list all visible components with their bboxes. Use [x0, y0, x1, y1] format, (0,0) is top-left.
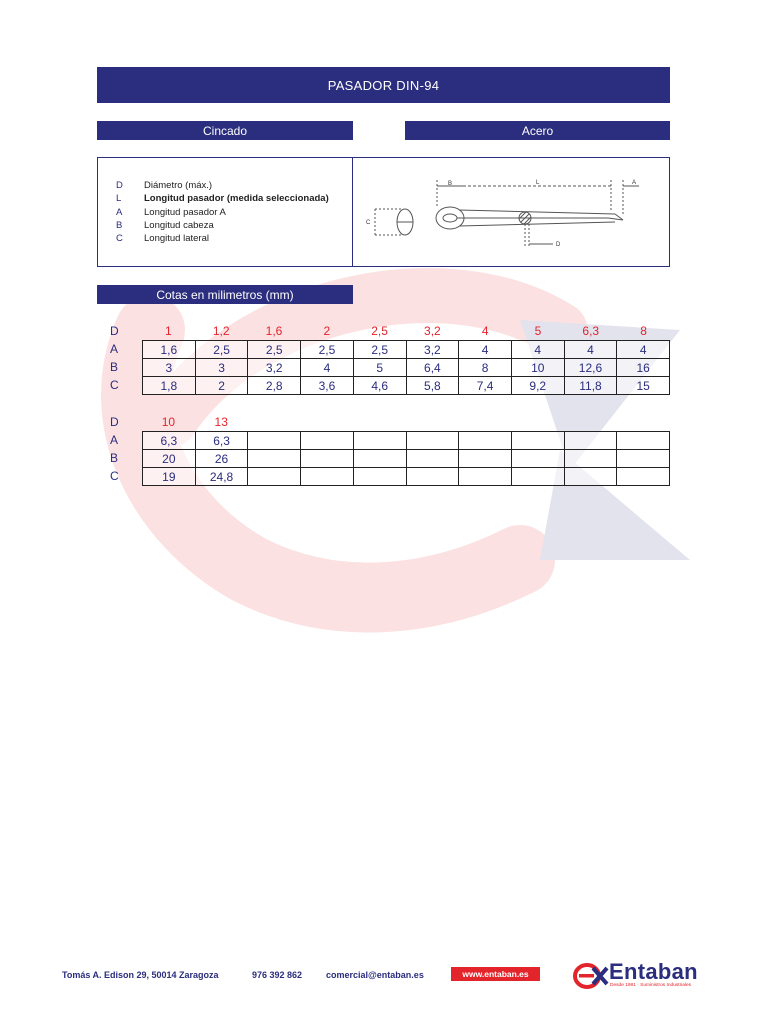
table-cell: [459, 468, 512, 486]
legend-key: C: [116, 233, 123, 245]
table-cell: 3: [196, 359, 249, 377]
table-cell: 5: [534, 324, 542, 338]
dim-label-l: L: [536, 180, 540, 186]
legend-row: [116, 179, 352, 192]
table-cell: [565, 468, 618, 486]
row-label: A: [110, 433, 119, 447]
table-cell: [564, 413, 617, 431]
table-cell: 6,3: [582, 324, 600, 338]
legend-row: [116, 206, 352, 219]
cotter-pin-diagram: [353, 158, 669, 266]
row-label: D: [110, 324, 119, 338]
dimensions-grid-2: [142, 431, 670, 486]
legend-text: Longitud pasador (medida seleccionada): [144, 193, 329, 205]
table-row-b: [143, 450, 670, 468]
table-cell: 3,2: [424, 324, 441, 338]
table-cell: [459, 450, 512, 468]
table-cell: 2,5: [301, 341, 354, 359]
table-cell: 6,3: [143, 432, 196, 450]
dimensions-table-1: [110, 322, 670, 395]
legend-text: Longitud pasador A: [144, 206, 226, 218]
entaban-logo: [573, 958, 713, 994]
table-cell: [301, 450, 354, 468]
row-label: D: [110, 415, 119, 429]
row-label: B: [110, 451, 119, 465]
row-label: C: [110, 378, 119, 392]
table-cell: 2: [196, 377, 249, 395]
table-cell: 4: [512, 341, 565, 359]
table-cell: [354, 450, 407, 468]
dim-label-c: C: [366, 220, 371, 226]
brand-name: Entaban: [609, 959, 698, 984]
table-row-a: [143, 341, 670, 359]
table-cell: 16: [617, 359, 670, 377]
table-row-a: [143, 432, 670, 450]
cotter-pin-drawing: [353, 158, 669, 266]
finish-label-cincado: Cincado: [97, 121, 353, 140]
legend-key: D: [116, 180, 123, 192]
legend-row: [116, 192, 352, 205]
table-cell: 15: [617, 377, 670, 395]
table-cell: 3: [143, 359, 196, 377]
table-cell: [354, 432, 407, 450]
table-row-d: [110, 322, 670, 340]
footer-address: Tomás A. Edison 29, 50014 Zaragoza: [62, 970, 219, 980]
table-cell: 4: [301, 359, 354, 377]
table-cell: [617, 468, 670, 486]
row-label: C: [110, 469, 119, 483]
table-cell: 1,6: [265, 324, 283, 338]
table-cell: 3,2: [248, 359, 301, 377]
table-cell: [617, 413, 670, 431]
dimensions-section-title: Cotas en milimetros (mm): [97, 285, 353, 304]
table-row-d: [110, 413, 670, 431]
table-cell: 9,2: [512, 377, 565, 395]
footer-website-link[interactable]: www.entaban.es: [451, 967, 540, 981]
table-cell: 8: [640, 324, 647, 338]
table-cell: [248, 432, 301, 450]
table-cell: 5,8: [407, 377, 460, 395]
table-cell: [248, 413, 301, 431]
table-cell: [354, 468, 407, 486]
table-cell: [512, 413, 565, 431]
table-cell: [301, 468, 354, 486]
table-cell: [301, 432, 354, 450]
dim-label-b: B: [448, 181, 453, 187]
table-cell: [459, 413, 512, 431]
dimensions-grid-1: [142, 340, 670, 395]
row-label: B: [110, 360, 119, 374]
entaban-logo-icon: [573, 962, 609, 990]
table-cell: [512, 468, 565, 486]
table-cell: 1,8: [143, 377, 196, 395]
table-cell: 4: [565, 341, 618, 359]
table-cell: [565, 450, 618, 468]
table-cell: [300, 413, 353, 431]
legend-key: B: [116, 220, 123, 232]
table-cell: 2,8: [248, 377, 301, 395]
page-footer: [0, 958, 768, 998]
row-label: A: [110, 342, 119, 356]
table-cell: 10: [512, 359, 565, 377]
table-row-c: [143, 468, 670, 486]
table-cell: 2: [323, 324, 331, 338]
table-cell: 6,4: [407, 359, 460, 377]
table-cell: 8: [459, 359, 512, 377]
table-cell: 2,5: [371, 324, 388, 338]
footer-phone: 976 392 862: [252, 970, 303, 980]
table-cell: 26: [196, 450, 249, 468]
table-cell: 1: [165, 324, 172, 338]
legend-row: [116, 219, 352, 232]
table-cell: 4: [481, 324, 489, 338]
dimensions-table-2: [110, 413, 670, 486]
table-cell: [617, 450, 670, 468]
material-label-acero: Acero: [405, 121, 670, 140]
table-cell: [512, 432, 565, 450]
table-cell: 1,2: [212, 324, 230, 338]
table-cell: 2,5: [196, 341, 249, 359]
table-cell: 4,6: [354, 377, 407, 395]
table-row-b: [143, 359, 670, 377]
legend-text: Longitud cabeza: [144, 220, 214, 232]
footer-email[interactable]: comercial@entaban.es: [326, 970, 424, 980]
legend-text: Diámetro (máx.): [144, 180, 213, 192]
specification-box: [97, 157, 670, 267]
table-cell: 2,5: [248, 341, 301, 359]
page-title: PASADOR DIN-94: [97, 67, 670, 103]
legend-key: L: [116, 193, 122, 205]
table-cell: 19: [143, 468, 196, 486]
table-cell: 12,6: [565, 359, 618, 377]
table-cell: 7,4: [459, 377, 512, 395]
table-cell: 2,5: [354, 341, 407, 359]
dimension-legend: [98, 158, 353, 266]
table-cell: [407, 468, 460, 486]
table-row-c: [143, 377, 670, 395]
table-cell: [248, 450, 301, 468]
table-cell: 5: [354, 359, 407, 377]
table-cell: 20: [143, 450, 196, 468]
table-cell: 24,8: [196, 468, 249, 486]
table-cell: [617, 432, 670, 450]
table-cell: 13: [214, 415, 228, 429]
table-cell: [512, 450, 565, 468]
table-cell: 1,6: [143, 341, 196, 359]
table-cell: [406, 413, 459, 431]
table-cell: 10: [161, 415, 176, 429]
legend-row: [116, 232, 352, 245]
table-cell: [407, 450, 460, 468]
table-cell: 4: [617, 341, 670, 359]
table-cell: [459, 432, 512, 450]
table-cell: 6,3: [196, 432, 249, 450]
dim-label-d: D: [556, 242, 561, 248]
legend-text: Longitud lateral: [144, 233, 209, 245]
table-cell: [248, 468, 301, 486]
table-cell: [407, 432, 460, 450]
table-cell: 3,6: [301, 377, 354, 395]
table-cell: 4: [459, 341, 512, 359]
legend-key: A: [116, 206, 123, 218]
brand-tagline: Desde 1981 · Suministros Industriales: [610, 983, 692, 988]
table-cell: [565, 432, 618, 450]
dim-label-a: A: [632, 180, 637, 186]
table-cell: 11,8: [565, 377, 618, 395]
table-cell: [353, 413, 406, 431]
table-cell: 3,2: [407, 341, 460, 359]
